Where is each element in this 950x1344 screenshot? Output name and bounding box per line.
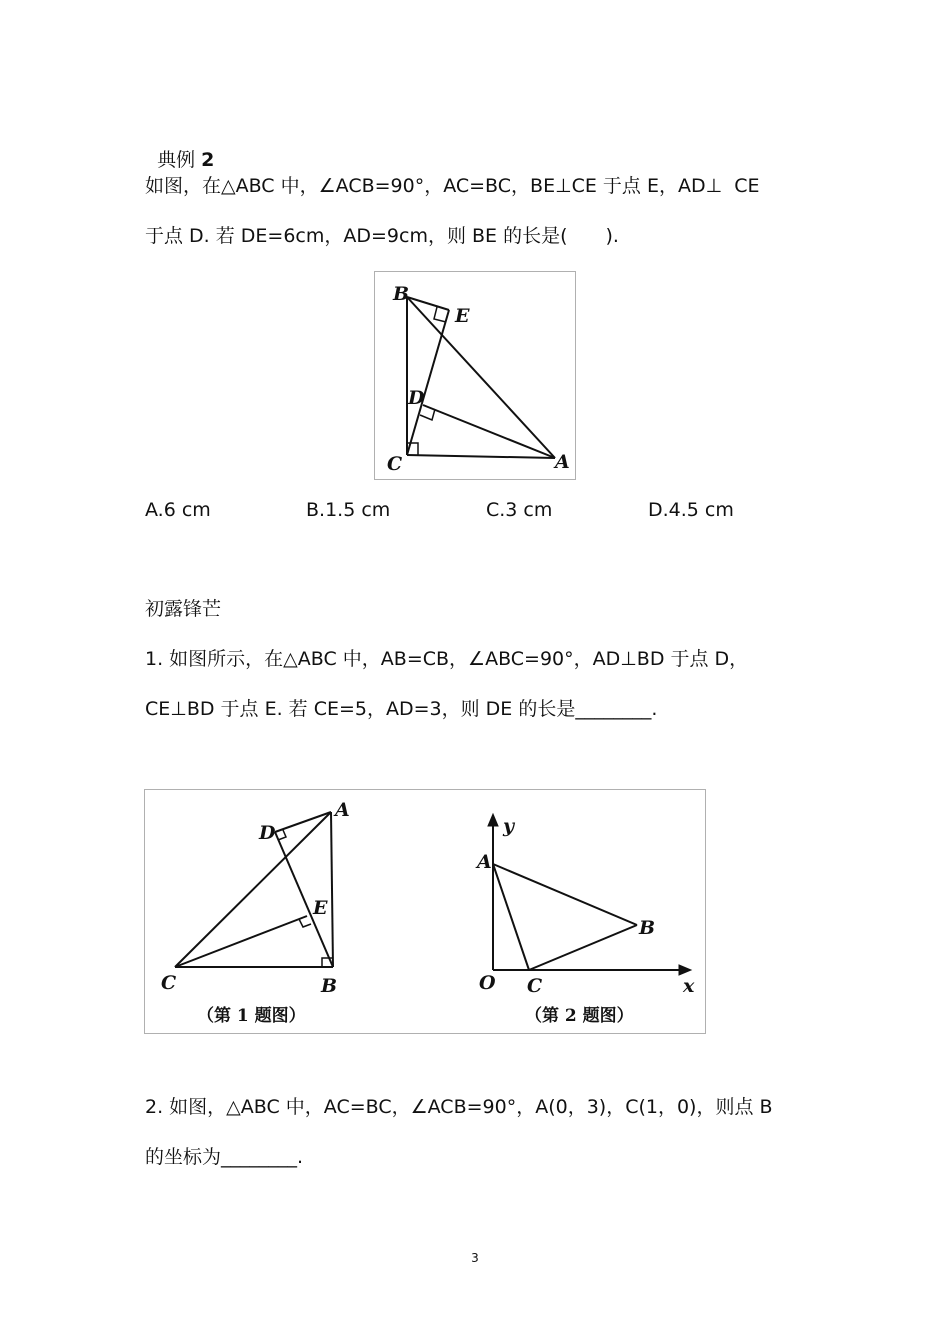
- fig2-label-b: B: [639, 917, 656, 939]
- fig1-label-d: D: [259, 822, 276, 844]
- question-1-line-1: 1. 如图所示，在△ABC 中，AB=CB，∠ABC=90°，AD⊥BD 于点 D，: [145, 648, 749, 670]
- fig1-label-e: E: [313, 897, 328, 919]
- fig1-label-a: A: [335, 799, 350, 821]
- example-heading-number: 2: [201, 149, 215, 171]
- example-heading: [145, 124, 214, 172]
- example-text-line-1: 如图，在△ABC 中，∠ACB=90°，AC=BC，BE⊥CE 于点 E，AD⊥ CE: [145, 175, 760, 197]
- fig2-label-x: x: [683, 975, 695, 997]
- fig1-label-c: C: [161, 972, 177, 994]
- question-2-line-1: 2. 如图，△ABC 中，AC=BC，∠ACB=90°，A(0，3)，C(1，0)，则点 B: [145, 1096, 773, 1118]
- fig1-caption: （第 1 题图）: [197, 1006, 306, 1026]
- question-figures-drawing: [145, 790, 705, 1033]
- fig2-label-c: C: [527, 975, 543, 997]
- choice-c: C.3 cm: [486, 499, 553, 521]
- fig2-caption: （第 2 题图）: [525, 1006, 634, 1026]
- section-title: 初露锋芒: [145, 598, 222, 620]
- example-text-line-2: 于点 D. 若 DE=6cm，AD=9cm，则 BE 的长是( ).: [145, 225, 619, 247]
- example-label-e: E: [455, 305, 470, 327]
- choice-a: A.6 cm: [145, 499, 211, 521]
- example-heading-prefix: 典例: [157, 149, 202, 171]
- example-label-a: A: [555, 451, 570, 473]
- question-1-line-2: CE⊥BD 于点 E. 若 CE=5，AD=3，则 DE 的长是________.: [145, 698, 658, 720]
- example-label-d: D: [408, 387, 425, 409]
- choice-d: D.4.5 cm: [648, 499, 734, 521]
- example-figure: [374, 271, 576, 480]
- page-number: 3: [471, 1251, 479, 1265]
- fig2-label-o: O: [479, 972, 496, 994]
- question-2-line-2: 的坐标为________.: [145, 1146, 304, 1168]
- fig2-label-y: y: [503, 815, 515, 837]
- example-label-c: C: [387, 453, 403, 475]
- fig2-label-a: A: [477, 851, 492, 873]
- question-figures: [144, 789, 706, 1034]
- example-label-b: B: [393, 283, 410, 305]
- fig1-label-b: B: [321, 975, 338, 997]
- choice-b: B.1.5 cm: [306, 499, 391, 521]
